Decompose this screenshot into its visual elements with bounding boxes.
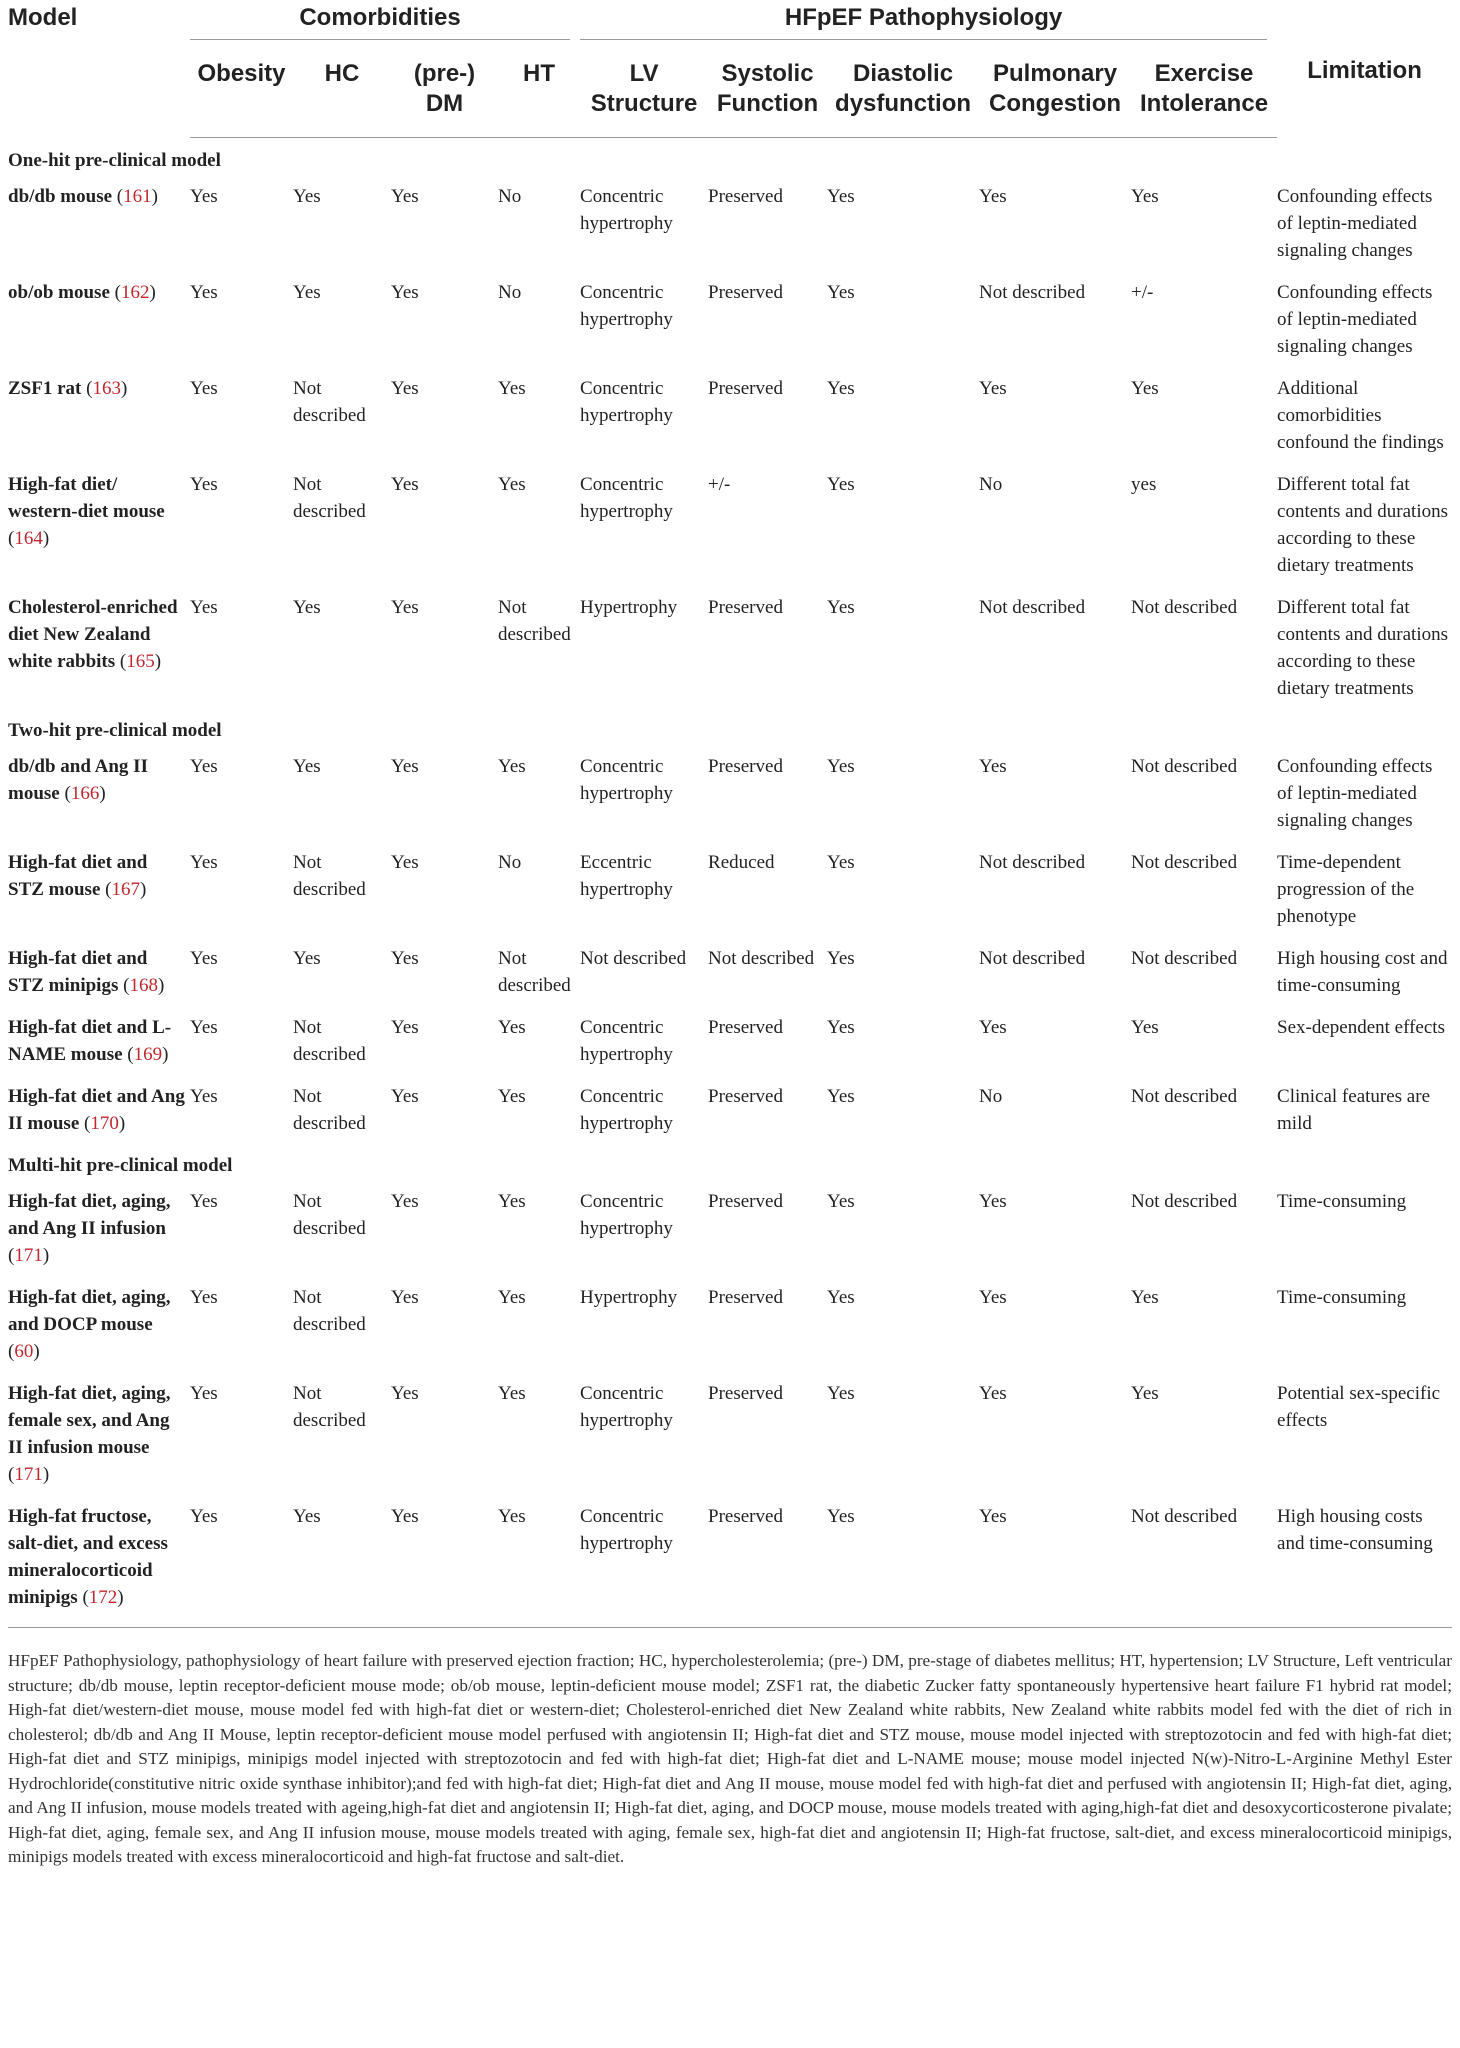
ht-cell: No: [498, 282, 522, 303]
model-cell: ob/ob mouse (162): [8, 282, 156, 303]
obesity-cell: Yes: [190, 282, 218, 303]
section-row: [8, 1143, 1452, 1179]
lv-cell: Concentric hypertrophy: [580, 474, 673, 522]
pulmonary-cell: Yes: [979, 186, 1007, 207]
systolic-cell: Not described: [708, 948, 815, 969]
model-cell: High-fat diet, aging, and DOCP mouse (60): [8, 1287, 171, 1362]
reference-link[interactable]: 162: [120, 282, 150, 303]
model-cell: db/db mouse (161): [8, 186, 158, 207]
diastolic-cell: Yes: [827, 948, 855, 969]
column-header: Exercise Intolerance: [1131, 43, 1277, 138]
hc-cell: Yes: [293, 282, 321, 303]
systolic-cell: Preserved: [708, 282, 783, 303]
ht-cell: Yes: [498, 1191, 526, 1212]
model-cell: db/db and Ang II mouse (166): [8, 756, 148, 804]
systolic-cell: Preserved: [708, 1017, 783, 1038]
exercise-cell: Yes: [1131, 186, 1159, 207]
exercise-cell: Yes: [1131, 1017, 1159, 1038]
ht-cell: Yes: [498, 1383, 526, 1404]
lv-cell: Hypertrophy: [580, 597, 678, 618]
column-header: Obesity: [190, 43, 293, 138]
hc-cell: Yes: [293, 1506, 321, 1527]
model-cell: High-fat diet/ western-diet mouse (164): [8, 474, 165, 549]
model-cell: High-fat diet, aging, female sex, and Ang II infusion mouse (171): [8, 1383, 171, 1485]
model-cell: ZSF1 rat (163): [8, 378, 128, 399]
model-cell: High-fat diet, aging, and Ang II infusion (171): [8, 1191, 171, 1266]
model-name: High-fat fructose, salt-diet, and excess mineralocorticoid minipigs: [8, 1506, 168, 1608]
exercise-cell: Not described: [1131, 1506, 1238, 1527]
pulmonary-cell: Yes: [979, 1017, 1007, 1038]
lv-cell: Concentric hypertrophy: [580, 282, 673, 330]
table-row: [8, 462, 1452, 585]
reference-link[interactable]: 161: [123, 186, 152, 207]
model-name: High-fat diet and STZ minipigs: [8, 948, 148, 996]
table-body: [8, 138, 1452, 1626]
systolic-cell: Preserved: [708, 1086, 783, 1107]
limitation-cell: Time-consuming: [1277, 1287, 1407, 1308]
limitation-cell: Confounding effects of leptin-mediated signaling changes: [1277, 282, 1433, 357]
dm-cell: Yes: [391, 597, 419, 618]
obesity-cell: Yes: [190, 474, 218, 495]
dm-cell: Yes: [391, 948, 419, 969]
header-comorbidities: Comorbidities: [190, 0, 580, 43]
dm-cell: Yes: [391, 1086, 419, 1107]
pulmonary-cell: Not described: [979, 282, 1086, 303]
hc-cell: Not described: [293, 1086, 366, 1134]
table-row: [8, 366, 1452, 462]
pulmonary-cell: Yes: [979, 1383, 1007, 1404]
ht-cell: Yes: [498, 1086, 526, 1107]
limitation-cell: High housing costs and time-consuming: [1277, 1506, 1433, 1554]
model-cell: High-fat diet and Ang II mouse (170): [8, 1086, 185, 1134]
reference-link[interactable]: 163: [92, 378, 121, 399]
dm-cell: Yes: [391, 1017, 419, 1038]
limitation-cell: Different total fat contents and durations according to these dietary treatments: [1277, 597, 1448, 699]
systolic-cell: Preserved: [708, 1383, 783, 1404]
header-pathophysiology: HFpEF Pathophysiology: [580, 0, 1277, 43]
dm-cell: Yes: [391, 756, 419, 777]
hc-cell: Not described: [293, 852, 366, 900]
section-title: Two-hit pre-clinical model: [8, 720, 222, 741]
hc-cell: Not described: [293, 1383, 366, 1431]
column-header: Pulmonary Congestion: [979, 43, 1131, 138]
dm-cell: Yes: [391, 1191, 419, 1212]
obesity-cell: Yes: [190, 1383, 218, 1404]
diastolic-cell: Yes: [827, 1191, 855, 1212]
obesity-cell: Yes: [190, 756, 218, 777]
systolic-cell: Preserved: [708, 1287, 783, 1308]
ht-cell: Not described: [498, 948, 571, 996]
table-row: [8, 936, 1452, 1005]
limitation-cell: Time-consuming: [1277, 1191, 1407, 1212]
model-name: High-fat diet and Ang II mouse: [8, 1086, 185, 1134]
section-title: One-hit pre-clinical model: [8, 150, 221, 171]
ht-cell: Not described: [498, 597, 571, 645]
ht-cell: No: [498, 186, 522, 207]
exercise-cell: Not described: [1131, 1191, 1238, 1212]
ht-cell: Yes: [498, 378, 526, 399]
obesity-cell: Yes: [190, 1506, 218, 1527]
systolic-cell: Preserved: [708, 756, 783, 777]
table-row: [8, 840, 1452, 936]
header-limitation: Limitation: [1307, 57, 1422, 84]
model-cell: Cholesterol-enriched diet New Zealand white rabbits (165): [8, 597, 178, 672]
table-row: [8, 1371, 1452, 1494]
dm-cell: Yes: [391, 378, 419, 399]
obesity-cell: Yes: [190, 948, 218, 969]
model-name: ob/ob mouse: [8, 282, 110, 303]
diastolic-cell: Yes: [827, 474, 855, 495]
limitation-cell: Clinical features are mild: [1277, 1086, 1431, 1134]
reference-link[interactable]: 170: [90, 1113, 119, 1134]
column-header: Diastolic dysfunction: [827, 43, 979, 138]
pulmonary-cell: Yes: [979, 1191, 1007, 1212]
hc-cell: Not described: [293, 1017, 366, 1065]
hc-cell: Not described: [293, 474, 366, 522]
exercise-cell: Not described: [1131, 852, 1238, 873]
systolic-cell: Preserved: [708, 378, 783, 399]
table-row: [8, 1005, 1452, 1074]
hc-cell: Yes: [293, 597, 321, 618]
dm-cell: Yes: [391, 282, 419, 303]
exercise-cell: +/-: [1131, 282, 1154, 303]
model-name: High-fat diet and STZ mouse: [8, 852, 148, 900]
table-row: [8, 270, 1452, 366]
limitation-cell: Confounding effects of leptin-mediated signaling changes: [1277, 186, 1433, 261]
reference-link[interactable]: 171: [14, 1464, 43, 1485]
systolic-cell: Preserved: [708, 186, 783, 207]
model-cell: High-fat diet and STZ mouse (167): [8, 852, 148, 900]
column-header: LV Structure: [580, 43, 708, 138]
model-cell: High-fat fructose, salt-diet, and excess mineralocorticoid minipigs (172): [8, 1506, 168, 1608]
lv-cell: Concentric hypertrophy: [580, 1383, 673, 1431]
model-name: High-fat diet and L-NAME mouse: [8, 1017, 172, 1065]
reference-link[interactable]: 166: [70, 783, 100, 804]
obesity-cell: Yes: [190, 1287, 218, 1308]
table-row: [8, 744, 1452, 840]
model-cell: High-fat diet and L-NAME mouse (169): [8, 1017, 172, 1065]
limitation-cell: Time-dependent progression of the phenotype: [1277, 852, 1415, 927]
exercise-cell: Not described: [1131, 756, 1238, 777]
limitation-cell: Different total fat contents and durations according to these dietary treatments: [1277, 474, 1448, 576]
hc-cell: Not described: [293, 378, 366, 426]
diastolic-cell: Yes: [827, 378, 855, 399]
pulmonary-cell: No: [979, 474, 1003, 495]
dm-cell: Yes: [391, 474, 419, 495]
hc-cell: Yes: [293, 756, 321, 777]
section-title: Multi-hit pre-clinical model: [8, 1155, 233, 1176]
model-cell: High-fat diet and STZ minipigs (168): [8, 948, 165, 996]
column-header: HC: [293, 43, 391, 138]
limitation-cell: Additional comorbidities confound the findings: [1277, 378, 1444, 453]
obesity-cell: Yes: [190, 1191, 218, 1212]
reference-link[interactable]: 165: [126, 651, 155, 672]
obesity-cell: Yes: [190, 852, 218, 873]
diastolic-cell: Yes: [827, 1086, 855, 1107]
model-name: db/db mouse: [8, 186, 113, 207]
pulmonary-cell: Yes: [979, 1506, 1007, 1527]
diastolic-cell: Yes: [827, 282, 855, 303]
model-name: High-fat diet, aging, female sex, and Ang II infusion mouse: [8, 1383, 171, 1458]
limitation-cell: Confounding effects of leptin-mediated signaling changes: [1277, 756, 1433, 831]
dm-cell: Yes: [391, 1383, 419, 1404]
lv-cell: Concentric hypertrophy: [580, 1506, 673, 1554]
systolic-cell: +/-: [708, 474, 731, 495]
pulmonary-cell: Not described: [979, 597, 1086, 618]
exercise-cell: Yes: [1131, 1383, 1159, 1404]
table-footnote: HFpEF Pathophysiology, pathophysiology of heart failure with preserved ejection fraction; HC, hypercholesterolemia; (pre-) DM, pre-stage of diabetes mellitus; HT, hypertension; LV Structure, Left ventricular structure; db/db mouse, leptin receptor-deficient mouse mode; ob/ob mouse, leptin-deficient mouse model; ZSF1 rat, the diabetic Zucker fatty spontaneously hypertensive heart failure F1 hybrid rat model; High-fat diet/western-diet mouse, mouse model fed with high-fat diet or western-diet; Cholesterol-enriched diet New Zealand white rabbits, New Zealand white rabbits model fed with the diet of rich in cholesterol; db/db and Ang II Mouse, leptin receptor-deficient mouse model perfused with angiotensin II; High-fat diet and STZ mouse, mouse model injected with streptozotocin and fed with high-fat diet; High-fat diet and STZ minipigs, minipigs model injected with streptozotocin and fed with high-fat diet; High-fat diet and L-NAME mouse; mouse model injected N(w)-Nitro-L-Arginine Methyl Ester Hydrochloride(constitutive nitric oxide synthase inhibitor);and fed with high-fat diet; High-fat diet and Ang II mouse, mouse model fed with high-fat diet and perfused with angiotensin II; High-fat diet, aging, and Ang II infusion, mouse models treated with ageing,high-fat diet and angiotensin II; High-fat diet, aging, and DOCP mouse, mouse models treated with aging,high-fat diet and desoxycorticosterone pivalate; High-fat diet, aging, female sex, and Ang II infusion mouse, mouse models treated with aging, female sex, high-fat diet and angiotensin II; High-fat fructose, salt-diet, and excess mineralocorticoid minipigs, minipigs models treated with excess mineralocorticoid and high-fat fructose and salt-diet.: [8, 1627, 1452, 1870]
ht-cell: Yes: [498, 1017, 526, 1038]
table-row: [8, 1494, 1452, 1625]
dm-cell: Yes: [391, 1506, 419, 1527]
hc-cell: Not described: [293, 1191, 366, 1239]
reference-link[interactable]: 169: [133, 1044, 163, 1065]
table-row: [8, 1074, 1452, 1143]
column-header: (pre-) DM: [391, 43, 498, 138]
pulmonary-cell: No: [979, 1086, 1003, 1107]
lv-cell: Concentric hypertrophy: [580, 1017, 673, 1065]
model-name: db/db and Ang II mouse: [8, 756, 148, 804]
dm-cell: Yes: [391, 1287, 419, 1308]
reference-link[interactable]: 60: [14, 1341, 34, 1362]
model-name: High-fat diet, aging, and DOCP mouse: [8, 1287, 171, 1335]
reference-link[interactable]: 164: [14, 528, 43, 549]
exercise-cell: yes: [1131, 474, 1157, 495]
lv-cell: Concentric hypertrophy: [580, 1191, 673, 1239]
limitation-cell: Sex-dependent effects: [1277, 1017, 1445, 1038]
header-model: Model: [8, 4, 78, 31]
ht-cell: No: [498, 852, 522, 873]
lv-cell: Concentric hypertrophy: [580, 186, 673, 234]
table-row: [8, 174, 1452, 270]
diastolic-cell: Yes: [827, 186, 855, 207]
systolic-cell: Preserved: [708, 1506, 783, 1527]
ht-cell: Yes: [498, 1506, 526, 1527]
limitation-cell: High housing cost and time-consuming: [1277, 948, 1448, 996]
diastolic-cell: Yes: [827, 1506, 855, 1527]
dm-cell: Yes: [391, 852, 419, 873]
diastolic-cell: Yes: [827, 852, 855, 873]
lv-cell: Eccentric hypertrophy: [580, 852, 673, 900]
model-name: High-fat diet, aging, and Ang II infusion: [8, 1191, 171, 1239]
diastolic-cell: Yes: [827, 1383, 855, 1404]
lv-cell: Not described: [580, 948, 687, 969]
lv-cell: Concentric hypertrophy: [580, 756, 673, 804]
model-name: High-fat diet/ western-diet mouse: [8, 474, 165, 522]
systolic-cell: Preserved: [708, 1191, 783, 1212]
systolic-cell: Reduced: [708, 852, 775, 873]
exercise-cell: Not described: [1131, 597, 1238, 618]
exercise-cell: Not described: [1131, 1086, 1238, 1107]
limitation-cell: Potential sex-specific effects: [1277, 1383, 1441, 1431]
obesity-cell: Yes: [190, 378, 218, 399]
reference-link[interactable]: 168: [129, 975, 158, 996]
hc-cell: Yes: [293, 186, 321, 207]
ht-cell: Yes: [498, 1287, 526, 1308]
ht-cell: Yes: [498, 756, 526, 777]
pulmonary-cell: Yes: [979, 378, 1007, 399]
systolic-cell: Preserved: [708, 597, 783, 618]
column-header: HT: [498, 43, 580, 138]
pulmonary-cell: Not described: [979, 852, 1086, 873]
exercise-cell: Yes: [1131, 378, 1159, 399]
table-row: [8, 1179, 1452, 1275]
reference-link[interactable]: 167: [111, 879, 140, 900]
pulmonary-cell: Yes: [979, 1287, 1007, 1308]
pulmonary-cell: Not described: [979, 948, 1086, 969]
section-row: [8, 708, 1452, 744]
model-name: ZSF1 rat: [8, 378, 82, 399]
column-header: Systolic Function: [708, 43, 827, 138]
obesity-cell: Yes: [190, 597, 218, 618]
exercise-cell: Not described: [1131, 948, 1238, 969]
diastolic-cell: Yes: [827, 1287, 855, 1308]
reference-link[interactable]: 171: [14, 1245, 43, 1266]
reference-link[interactable]: 172: [88, 1587, 118, 1608]
table-row: [8, 585, 1452, 708]
lv-cell: Hypertrophy: [580, 1287, 678, 1308]
table-row: [8, 1275, 1452, 1371]
hc-cell: Not described: [293, 1287, 366, 1335]
diastolic-cell: Yes: [827, 597, 855, 618]
exercise-cell: Yes: [1131, 1287, 1159, 1308]
obesity-cell: Yes: [190, 1086, 218, 1107]
lv-cell: Concentric hypertrophy: [580, 378, 673, 426]
diastolic-cell: Yes: [827, 1017, 855, 1038]
lv-cell: Concentric hypertrophy: [580, 1086, 673, 1134]
hfpef-models-table: [8, 0, 1452, 1625]
diastolic-cell: Yes: [827, 756, 855, 777]
ht-cell: Yes: [498, 474, 526, 495]
pulmonary-cell: Yes: [979, 756, 1007, 777]
obesity-cell: Yes: [190, 1017, 218, 1038]
section-row: [8, 138, 1452, 175]
model-name: Cholesterol-enriched diet New Zealand white rabbits: [8, 597, 178, 672]
dm-cell: Yes: [391, 186, 419, 207]
obesity-cell: Yes: [190, 186, 218, 207]
hc-cell: Yes: [293, 948, 321, 969]
